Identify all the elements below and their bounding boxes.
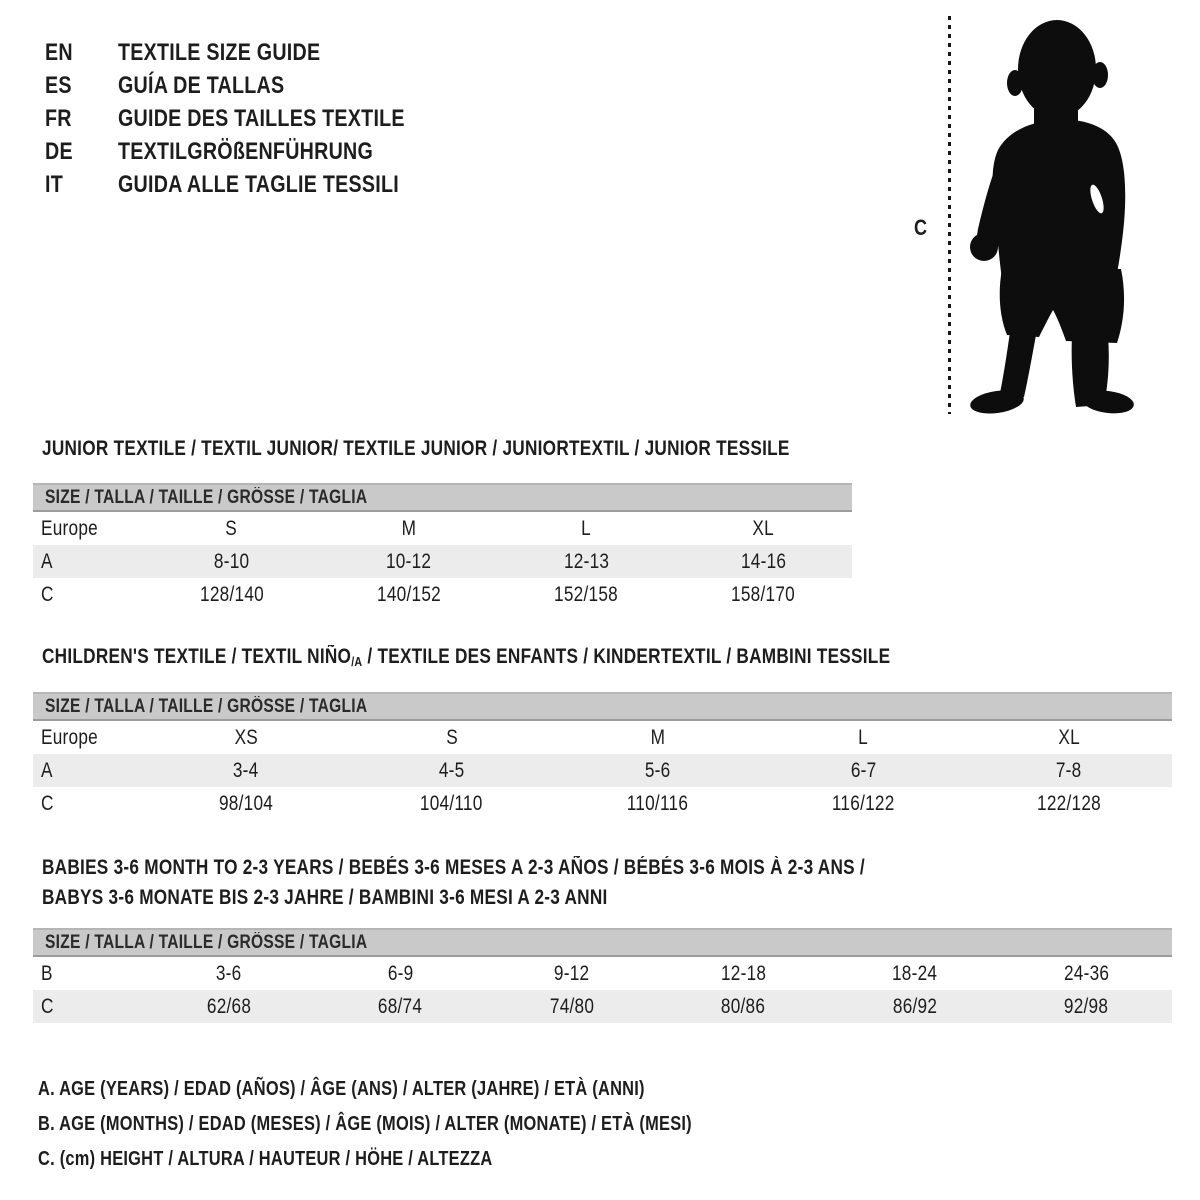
language-row-es [45, 69, 468, 102]
height-cell: 140/152 [376, 582, 441, 606]
age-cell: 10-12 [386, 549, 432, 573]
size-cell: XL [752, 516, 775, 540]
size-cell: S [225, 516, 238, 540]
row-label: C [41, 582, 54, 606]
language-code: FR [45, 104, 72, 132]
age-cell: 4-5 [438, 758, 465, 782]
row-label: Europe [41, 725, 99, 749]
size-header-label: SIZE / TALLA / TAILLE / GRÖSSE / TAGLIA [45, 931, 368, 953]
size-cell: S [445, 725, 458, 749]
row-label: Europe [41, 516, 99, 540]
height-cell: 68/74 [378, 994, 423, 1018]
language-row-en [45, 36, 468, 69]
height-cell: 62/68 [206, 994, 251, 1018]
height-cell: 98/104 [218, 791, 273, 815]
height-cell: 92/98 [1064, 994, 1109, 1018]
guide-title-es: GUÍA DE TALLAS [118, 71, 285, 99]
size-cell: M [650, 725, 665, 749]
size-cell: L [581, 516, 592, 540]
guide-title-en: TEXTILE SIZE GUIDE [118, 38, 321, 66]
height-cell: 116/122 [831, 791, 895, 815]
age-cell: 12-13 [563, 549, 609, 573]
size-cell: XS [234, 725, 258, 749]
guide-title-fr: GUIDE DES TAILLES TEXTILE [118, 104, 405, 132]
table-row-europe [33, 512, 852, 545]
footnote-c: C. (cm) HEIGHT / ALTURA / HAUTEUR / HÖHE / ALTEZZA [38, 1148, 493, 1170]
title-pre: CHILDREN'S TEXTILE / TEXTIL NIÑO [42, 645, 352, 668]
age-cell: 8-10 [213, 549, 250, 573]
age-cell: 14-16 [740, 549, 787, 573]
language-code: DE [45, 137, 73, 165]
age-cell: 3-4 [233, 758, 259, 782]
height-cell: 74/80 [549, 994, 594, 1018]
size-cell: XL [1058, 725, 1080, 749]
size-header-label: SIZE / TALLA / TAILLE / GRÖSSE / TAGLIA [45, 486, 368, 508]
children-size-table [33, 692, 1172, 820]
table-row-height [33, 578, 852, 611]
row-label: C [41, 994, 54, 1018]
table-row-age [33, 545, 852, 578]
size-header-bar [33, 928, 1172, 957]
title-sub: /A [351, 654, 363, 669]
language-code: ES [45, 71, 72, 99]
size-cell: L [858, 725, 869, 749]
months-cell: 24-36 [1063, 961, 1109, 985]
height-cell: 80/86 [721, 994, 766, 1018]
children-table-title [42, 642, 1077, 677]
children-table-title-text [42, 642, 890, 677]
height-cell: 152/158 [554, 582, 619, 606]
babies-size-table [33, 928, 1172, 1023]
guide-title-de: TEXTILGRÖßENFÜHRUNG [118, 137, 374, 165]
table-row-height [33, 990, 1172, 1023]
row-label: C [41, 791, 54, 815]
row-label: B [41, 961, 53, 985]
language-title-list [45, 36, 468, 201]
babies-title-line1: BABIES 3-6 MONTH TO 2-3 YEARS / BEBÉS 3-6 MESES A 2-3 AÑOS / BÉBÉS 3-6 MOIS À 2-3 ANS / [42, 856, 865, 879]
language-row-it [45, 168, 468, 201]
language-row-fr [45, 102, 468, 135]
footnote-b: B. AGE (MONTHS) / EDAD (MESES) / ÂGE (MOIS) / ALTER (MONATE) / ETÀ (MESI) [38, 1113, 692, 1135]
row-label: A [41, 758, 53, 782]
height-cell: 158/170 [731, 582, 796, 606]
footnote-a: A. AGE (YEARS) / EDAD (AÑOS) / ÂGE (ANS) / ALTER (JAHRE) / ETÀ (ANNI) [38, 1078, 645, 1100]
guide-title-it: GUIDA ALLE TAGLIE TESSILI [118, 170, 399, 198]
age-cell: 7-8 [1056, 758, 1082, 782]
height-cell: 110/116 [626, 791, 689, 815]
table-row-age [33, 754, 1172, 787]
height-cell: 122/128 [1037, 791, 1102, 815]
legend-footnotes [38, 1072, 835, 1177]
months-cell: 18-24 [892, 961, 938, 985]
height-measure-label: C [914, 215, 928, 240]
language-row-de [45, 135, 468, 168]
months-cell: 3-6 [215, 961, 242, 985]
title-post: / TEXTILE DES ENFANTS / KINDERTEXTIL / BAMBINI TESSILE [362, 645, 891, 668]
toddler-silhouette [968, 17, 1138, 417]
size-header-bar [33, 692, 1172, 721]
junior-table-title [42, 434, 954, 464]
row-label: A [41, 549, 53, 573]
months-cell: 6-9 [387, 961, 414, 985]
height-cell: 86/92 [892, 994, 937, 1018]
babies-title-line2: BABYS 3-6 MONATE BIS 2-3 JAHRE / BAMBINI 3-6 MESI A 2-3 ANNI [42, 886, 608, 909]
months-cell: 12-18 [720, 961, 766, 985]
height-cell: 128/140 [199, 582, 264, 606]
babies-table-title [42, 853, 1046, 913]
size-header-label: SIZE / TALLA / TAILLE / GRÖSSE / TAGLIA [45, 695, 368, 717]
height-cell: 104/110 [420, 791, 484, 815]
table-row-height [33, 787, 1172, 820]
junior-size-table [33, 483, 852, 611]
table-row-europe [33, 721, 1172, 754]
table-row-months [33, 957, 1172, 990]
months-cell: 9-12 [554, 961, 590, 985]
height-measure-dotted-line [948, 16, 951, 414]
size-cell: M [401, 516, 417, 540]
language-code: EN [45, 38, 73, 66]
age-cell: 5-6 [644, 758, 671, 782]
size-header-bar [33, 483, 852, 512]
language-code: IT [45, 170, 63, 198]
junior-table-title-text: JUNIOR TEXTILE / TEXTIL JUNIOR/ TEXTILE JUNIOR / JUNIORTEXTIL / JUNIOR TESSILE [42, 437, 790, 460]
age-cell: 6-7 [850, 758, 877, 782]
